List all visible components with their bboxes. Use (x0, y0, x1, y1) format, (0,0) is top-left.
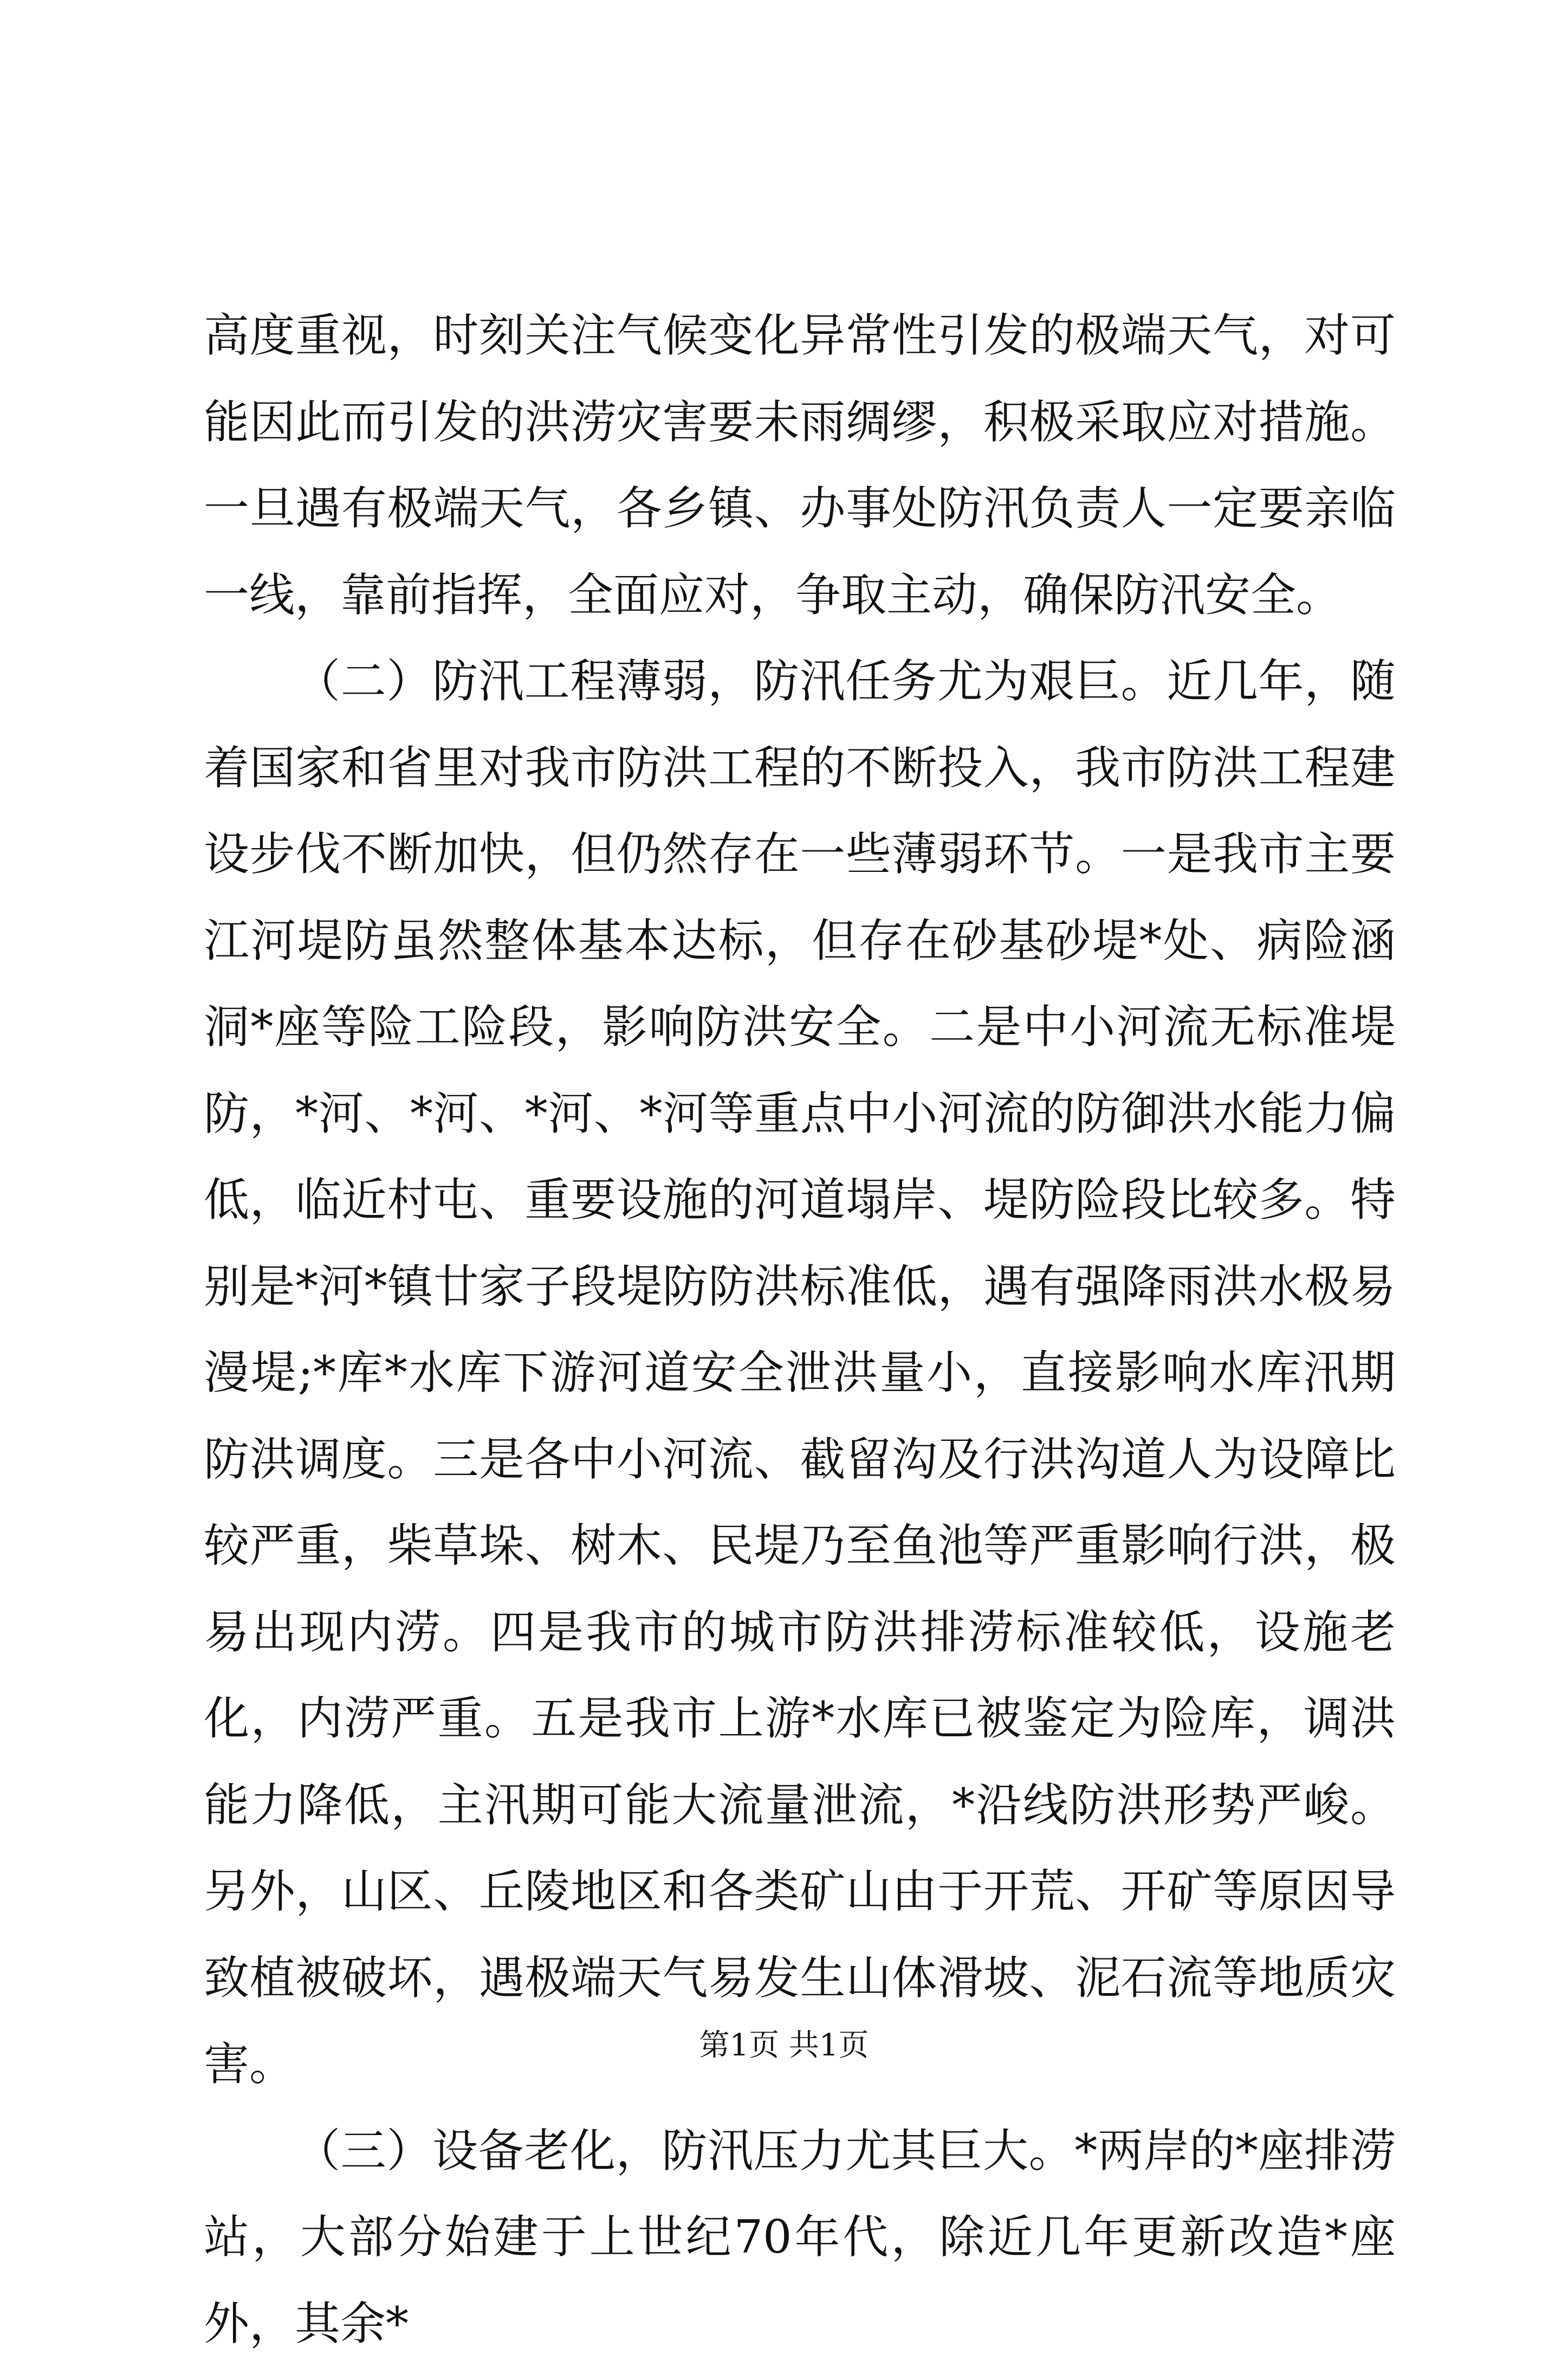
paragraph-section-three: （三）设备老化，防汛压力尤其巨大。*两岸的*座排涝站，大部分始建于上世纪70年代，除近几年更新改造*座外，其余* (204, 2108, 1396, 2367)
page-number-label: 第1页 共1页 (699, 2028, 869, 2063)
paragraph-continuation: 高度重视，时刻关注气候变化异常性引发的极端天气，对可能因此而引发的洪涝灾害要未雨绸缪，积极采取应对措施。一旦遇有极端天气，各乡镇、办事处防汛负责人一定要亲临一线，靠前指挥，全面应对，争取主动，确保防汛安全。 (204, 293, 1396, 638)
paragraph-section-two: （二）防汛工程薄弱，防汛任务尤为艰巨。近几年，随着国家和省里对我市防洪工程的不断投入，我市防洪工程建设步伐不断加快，但仍然存在一些薄弱环节。一是我市主要江河堤防虽然整体基本达标，但存在砂基砂堤*处、病险涵洞*座等险工险段，影响防洪安全。二是中小河流无标准堤防，*河、*河、*河、*河等重点中小河流的防御洪水能力偏低，临近村屯、重要设施的河道塌岸、堤防险段比较多。特别是*河*镇廿家子段堤防防洪标准低，遇有强降雨洪水极易漫堤;*库*水库下游河道安全泄洪量小，直接影响水库汛期防洪调度。三是各中小河流、截留沟及行洪沟道人为设障比较严重，柴草垛、树木、民堤乃至鱼池等严重影响行洪，极易出现内涝。四是我市的城市防洪排涝标准较低，设施老化，内涝严重。五是我市上游*水库已被鉴定为险库，调洪能力降低，主汛期可能大流量泄流，*沿线防洪形势严峻。另外，山区、丘陵地区和各类矿山由于开荒、开矿等原因导致植被破坏，遇极端天气易发生山体滑坡、泥石流等地质灾害。 (204, 638, 1396, 2108)
page-footer (0, 2027, 1568, 2065)
